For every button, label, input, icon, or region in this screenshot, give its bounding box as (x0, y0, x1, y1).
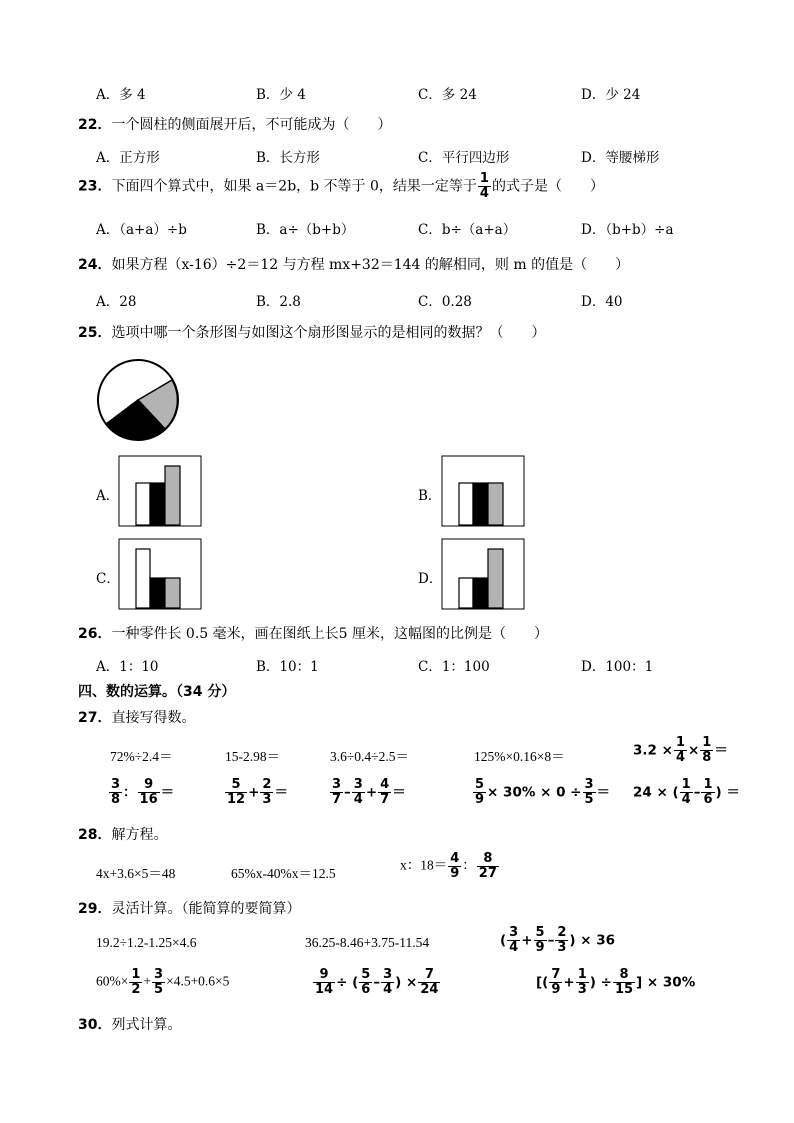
q26-text: 一种零件长 0.5 毫米，画在图纸上长5 厘米，这幅图的比例是（ ） (111, 626, 549, 642)
q27-expr-8 (329, 778, 406, 807)
q30-number: 30． (78, 1017, 112, 1033)
q23-fraction (478, 172, 491, 201)
expr-text: 24 × ( (633, 784, 679, 801)
q23-question (78, 172, 604, 201)
frac-den: 2 (131, 982, 141, 997)
operator: ) × (395, 974, 418, 991)
q27-expr-6 (108, 778, 174, 807)
q25-option-b-label: B． (418, 488, 442, 504)
bar-white (459, 483, 473, 525)
operator: – (373, 974, 381, 991)
q25-number: 25． (78, 325, 112, 341)
equals: ＝ (392, 784, 406, 801)
frac-num: 8 (477, 852, 499, 867)
frac-den: 8 (702, 750, 712, 765)
operator: ： (123, 784, 137, 801)
frac-den: 9 (551, 982, 561, 997)
frac-num: 1 (675, 735, 685, 750)
fraction (225, 778, 247, 807)
fraction (129, 968, 142, 997)
q29-number: 29． (78, 901, 112, 917)
bar-black (473, 578, 488, 608)
expr-text: × 30% × 0 ÷ (487, 784, 582, 801)
q27-expr-9 (472, 778, 610, 807)
fraction (507, 926, 520, 955)
q22-option-a: A．正方形 (96, 150, 160, 166)
q21-option-d: D．少 24 (581, 87, 641, 103)
frac-den: 3 (262, 792, 272, 807)
frac-den: 9 (535, 940, 545, 955)
fraction (330, 778, 343, 807)
bar-gray (488, 483, 503, 525)
frac-num: 3 (584, 777, 594, 792)
q21-option-b: B．少 4 (256, 87, 306, 103)
q27-expr-2: 15-2.98＝ (225, 749, 281, 764)
q29-expr-1: 19.2÷1.2-1.25×4.6 (96, 935, 197, 950)
expr-text: ( (500, 932, 507, 949)
q22-number: 22． (78, 117, 112, 133)
equals: ＝ (714, 742, 728, 759)
fraction (313, 968, 335, 997)
q24-option-d: D．40 (581, 294, 623, 310)
frac-den: 4 (509, 940, 519, 955)
q24-question (78, 254, 629, 274)
fraction (359, 968, 372, 997)
q29-expr-2: 36.25-8.46+3.75-11.54 (305, 935, 430, 950)
expr-text: 60%× (96, 973, 129, 989)
equals: ＝ (596, 784, 611, 801)
q29-expr-4 (96, 968, 229, 997)
q27-text: 直接写得数。 (111, 710, 196, 726)
q22-option-d: D．等腰梯形 (581, 150, 660, 166)
frac-num: 1 (703, 777, 713, 792)
operator: – (344, 784, 351, 801)
frac-num: 5 (225, 778, 247, 793)
frac-den: 24 (420, 982, 439, 997)
q27-expr-1: 72%÷2.4＝ (110, 749, 173, 764)
q29-expr-3 (500, 926, 615, 955)
frac-num: 2 (557, 925, 567, 940)
operator: – (547, 932, 555, 949)
q23-option-b: B．a÷（b+b） (256, 222, 355, 238)
expr-text: x：18＝ (400, 857, 448, 873)
frac-den: 16 (139, 792, 158, 807)
expr-text: 3.2 × (633, 742, 673, 759)
operator: + (365, 784, 378, 801)
bar-chart-a (118, 455, 202, 527)
frac-num: 7 (551, 967, 561, 982)
q29-text: 灵活计算。（能简算的要简算） (111, 901, 301, 917)
fraction (473, 778, 486, 807)
fraction (381, 968, 394, 997)
q23-text-a: 下面四个算式中，如果 a＝2b，b 不等于 0，结果一定等于 (111, 178, 477, 195)
fraction (109, 778, 122, 807)
frac-den: 5 (154, 982, 164, 997)
q25-text: 选项中哪一个条形图与如图这个扇形图显示的是相同的数据？（ ） (111, 325, 546, 341)
frac-den: 15 (614, 982, 634, 997)
q27-expr-10 (633, 778, 740, 807)
fraction (583, 778, 596, 807)
bar-white (136, 549, 150, 608)
fraction (555, 926, 568, 955)
q22-text: 一个圆柱的侧面展开后，不可能成为（ ） (111, 117, 392, 133)
frac-den: 4 (383, 982, 393, 997)
q28-equation-1: 4x+3.6×5＝48 (96, 866, 176, 881)
q27-number: 27． (78, 710, 112, 726)
q26-question (78, 623, 548, 643)
bar-chart-b (441, 455, 525, 527)
frac-num: 9 (313, 968, 335, 983)
fraction (352, 778, 365, 807)
fraction (549, 968, 562, 997)
frac-den: 3 (557, 940, 567, 955)
frac-num: 3 (154, 967, 164, 982)
frac-num: 2 (262, 777, 272, 792)
frac-num: 8 (613, 968, 635, 983)
bar-white (136, 483, 150, 525)
frac-num: 7 (418, 968, 440, 983)
frac-num: 1 (577, 967, 587, 982)
q28-equation-2: 65%x-40%x＝12.5 (231, 866, 336, 881)
q23-frac-num: 1 (479, 171, 489, 186)
equals: ＝ (160, 784, 175, 801)
q26-option-a: A．1：10 (96, 659, 159, 675)
q28-text: 解方程。 (111, 827, 168, 843)
q27-question (78, 707, 195, 727)
q25-option-d-label: D． (418, 571, 443, 587)
fraction (378, 778, 391, 807)
frac-den: 7 (332, 792, 342, 807)
q24-option-a: A．28 (96, 294, 137, 310)
frac-num: 3 (332, 777, 342, 792)
q24-text: 如果方程（x-16）÷2＝12 与方程 mx+32＝144 的解相同，则 m 的值是（ ） (111, 257, 630, 273)
frac-num: 9 (138, 778, 160, 793)
fraction (260, 778, 273, 807)
q26-option-d: D．100：1 (581, 659, 654, 675)
q28-equation-3 (400, 852, 500, 881)
frac-num: 3 (383, 967, 393, 982)
operator: + (563, 974, 575, 991)
fraction (700, 736, 713, 765)
frac-den: 9 (475, 792, 485, 807)
fraction (576, 968, 589, 997)
q29-expr-5 (312, 968, 441, 997)
frac-den: 12 (227, 792, 246, 807)
frac-num: 4 (450, 851, 460, 866)
fraction (701, 778, 714, 807)
q26-number: 26． (78, 626, 112, 642)
q22-question (78, 114, 391, 134)
q27-expr-3: 3.6÷0.4÷2.5＝ (330, 749, 409, 764)
section-4-heading: 四、数的运算。（34 分） (78, 684, 236, 700)
fraction (448, 852, 461, 881)
q23-option-d: D．（b+b）÷a (581, 222, 674, 238)
fraction (534, 926, 547, 955)
q28-question (78, 824, 167, 844)
bar-gray (165, 466, 180, 525)
expr-text: ] × 30% (636, 974, 696, 991)
frac-num: 3 (111, 777, 121, 792)
q24-option-b: B．2.8 (256, 294, 301, 310)
q24-option-c: C．0.28 (418, 294, 472, 310)
bar-gray (488, 549, 503, 608)
fraction (418, 968, 440, 997)
bar-black (150, 483, 165, 525)
frac-den: 9 (450, 866, 460, 881)
operator: – (693, 784, 701, 801)
fraction (152, 968, 165, 997)
fraction (680, 778, 693, 807)
q26-option-c: C．1：100 (418, 659, 490, 675)
frac-num: 3 (353, 777, 363, 792)
frac-den: 8 (111, 792, 121, 807)
expr-text: ) ＝ (715, 784, 740, 801)
q23-option-a: A．（a+a）÷b (96, 222, 187, 238)
q25-question (78, 322, 545, 342)
q29-expr-6 (536, 968, 695, 997)
fraction (477, 852, 499, 881)
frac-num: 1 (131, 967, 141, 982)
expr-text: [( (536, 974, 549, 991)
frac-num: 1 (702, 735, 712, 750)
q21-option-c: C．多 24 (418, 87, 477, 103)
operator: ： (462, 857, 476, 873)
pie-chart (93, 359, 183, 441)
q23-text-b: 的式子是（ ） (491, 178, 604, 195)
q25-option-a-label: A． (96, 488, 120, 504)
frac-den: 4 (681, 792, 691, 807)
q23-option-c: C．b÷（a+a） (418, 222, 517, 238)
frac-den: 4 (353, 792, 363, 807)
frac-num: 1 (681, 777, 691, 792)
frac-den: 3 (577, 982, 587, 997)
equals: ＝ (274, 784, 288, 801)
frac-num: 5 (361, 967, 371, 982)
operator: ÷ ( (336, 974, 359, 991)
q30-question (78, 1014, 181, 1034)
frac-den: 6 (703, 792, 713, 807)
expr-text: ) × 36 (569, 932, 616, 949)
operator: + (521, 932, 533, 949)
bar-black (150, 578, 165, 608)
bar-chart-d (441, 538, 525, 610)
frac-den: 5 (584, 792, 594, 807)
operator: × (687, 742, 700, 759)
q22-option-b: B．长方形 (256, 150, 320, 166)
frac-num: 5 (535, 925, 545, 940)
q23-number: 23． (78, 178, 112, 195)
operator: + (143, 973, 152, 989)
frac-num: 3 (509, 925, 519, 940)
frac-den: 4 (675, 750, 685, 765)
expr-text: ×4.5+0.6×5 (166, 973, 230, 989)
bar-white (459, 578, 473, 608)
fraction (613, 968, 635, 997)
q23-frac-den: 4 (479, 186, 489, 201)
q30-text: 列式计算。 (111, 1017, 182, 1033)
q21-option-a: A．多 4 (96, 87, 146, 103)
q26-option-b: B．10：1 (256, 659, 319, 675)
frac-den: 14 (315, 982, 334, 997)
fraction (674, 736, 687, 765)
fraction (138, 778, 160, 807)
q27-expr-4: 125%×0.16×8＝ (474, 749, 565, 764)
frac-num: 4 (380, 777, 390, 792)
operator: + (248, 784, 260, 801)
q24-number: 24． (78, 257, 112, 273)
frac-den: 27 (478, 866, 497, 881)
q29-question (78, 898, 300, 918)
q27-expr-7 (224, 778, 288, 807)
bar-black (473, 483, 488, 525)
frac-den: 7 (380, 792, 390, 807)
q28-number: 28． (78, 827, 112, 843)
q25-option-c-label: C． (96, 571, 120, 587)
q27-expr-5 (633, 736, 728, 765)
frac-den: 6 (361, 982, 371, 997)
bar-gray (165, 578, 180, 608)
frac-num: 5 (475, 777, 485, 792)
operator: ) ÷ (589, 974, 612, 991)
bar-chart-c (118, 538, 202, 610)
q22-option-c: C．平行四边形 (418, 150, 510, 166)
